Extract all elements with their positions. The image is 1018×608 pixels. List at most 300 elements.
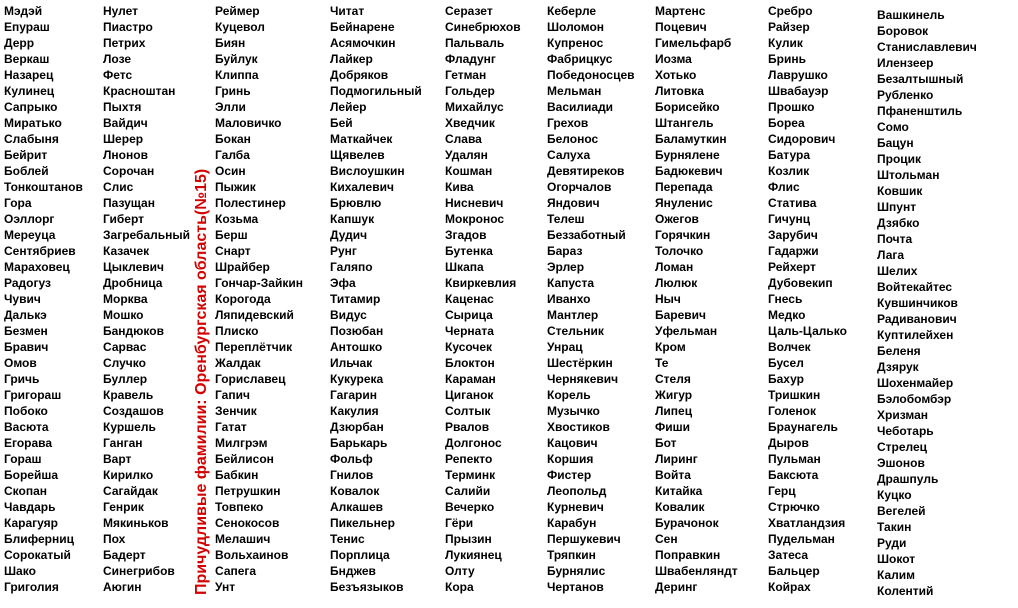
surname-item: Шерер xyxy=(103,132,144,146)
surname-item: Егорава xyxy=(4,436,53,450)
surname-item: Бальцер xyxy=(768,564,820,578)
surname-item: Лага xyxy=(877,248,905,262)
surname-item: Купренос xyxy=(547,36,604,50)
surname-item: Горячкин xyxy=(655,228,711,242)
surname-item: Дробница xyxy=(103,276,163,290)
surname-item: Порплица xyxy=(330,548,390,562)
surname-item: Милгрэм xyxy=(215,436,268,450)
surname-item: Сапрыко xyxy=(4,100,58,114)
surname-item: Бадерт xyxy=(103,548,146,562)
surname-item: Титамир xyxy=(330,292,381,306)
surname-item: Бутенка xyxy=(445,244,493,258)
surname-item: Красноштан xyxy=(103,84,176,98)
surname-column-8 xyxy=(768,3,847,595)
surname-item: Побоко xyxy=(4,404,48,418)
surname-item: Сапега xyxy=(215,564,257,578)
surname-item: Бусел xyxy=(768,356,804,370)
surname-item: Бацун xyxy=(877,136,914,150)
surname-item: Хризман xyxy=(877,408,929,422)
surname-item: Мякиньков xyxy=(103,516,169,530)
surname-item: Войтекайтес xyxy=(877,280,953,294)
surname-item: Зарубич xyxy=(768,228,818,242)
surname-item: Бейрит xyxy=(4,148,48,162)
surname-item: Ганган xyxy=(103,436,143,450)
surname-column-7 xyxy=(655,3,738,595)
surname-item: Сребро xyxy=(768,4,813,18)
surname-item: Сентябриев xyxy=(4,244,76,258)
surname-item: Чернякевич xyxy=(547,372,619,386)
surname-item: Антошко xyxy=(330,340,383,354)
surname-item: Жалдак xyxy=(215,356,261,370)
surname-item: Лнонов xyxy=(103,148,148,162)
surname-column-6 xyxy=(547,3,635,595)
surname-item: Сен xyxy=(655,532,678,546)
surname-item: Безъязыков xyxy=(330,580,404,594)
page-title: Причудливые фамилии: Оренбургская область(№15) xyxy=(193,168,210,595)
surname-item: Унт xyxy=(215,580,236,594)
surname-item: Мараховец xyxy=(4,260,70,274)
surname-item: Сорокатый xyxy=(4,548,71,562)
surname-item: Долгонос xyxy=(445,436,502,450)
surname-item: Вечерко xyxy=(445,500,495,514)
surname-item: Фольф xyxy=(330,452,373,466)
surname-item: Пикельнер xyxy=(330,516,395,530)
surname-item: Радиванович xyxy=(877,312,957,326)
surname-item: Борейша xyxy=(4,468,59,482)
surname-item: Дубовекип xyxy=(768,276,833,290)
surname-item: Илензеер xyxy=(877,56,934,70)
surname-item: Галба xyxy=(215,148,250,162)
surname-item: Почта xyxy=(877,232,913,246)
surname-item: Гёри xyxy=(445,516,474,530)
surname-item: Швабауэр xyxy=(768,84,829,98)
surname-item: Затеса xyxy=(768,548,809,562)
surname-item: Кирилко xyxy=(103,468,154,482)
surname-item: Мокронос xyxy=(445,212,505,226)
surname-column-3 xyxy=(215,3,303,595)
surname-item: Деринг xyxy=(655,580,698,594)
surname-item: Бейнарене xyxy=(330,20,395,34)
surname-item: Безмен xyxy=(4,324,48,338)
surname-item: Телеш xyxy=(547,212,585,226)
surname-item: Белонос xyxy=(547,132,599,146)
surname-item: Ковалик xyxy=(655,500,705,514)
surname-item: Бурнялене xyxy=(655,148,720,162)
surname-item: Драшпуль xyxy=(877,472,939,486)
surname-item: Веркаш xyxy=(4,52,50,66)
surname-item: Чеботарь xyxy=(877,424,934,438)
surname-item: Флис xyxy=(768,180,800,194)
surname-item: Борисейко xyxy=(655,100,720,114)
surname-item: Стрелец xyxy=(877,440,928,454)
surname-item: Кукурека xyxy=(330,372,384,386)
surname-item: Эрлер xyxy=(547,260,585,274)
surname-item: Бнджев xyxy=(330,564,376,578)
surname-item: Хвостиков xyxy=(547,420,610,434)
surname-item: Синебрюхов xyxy=(445,20,521,34)
surname-item: Корель xyxy=(547,388,591,402)
surname-item: Кошман xyxy=(445,164,493,178)
surname-item: Васюта xyxy=(4,420,49,434)
surname-item: Элли xyxy=(215,100,246,114)
surname-item: Караман xyxy=(445,372,496,386)
surname-item: Гагарин xyxy=(330,388,377,402)
surname-item: Бахур xyxy=(768,372,804,386)
surname-item: Позюбан xyxy=(330,324,384,338)
surname-item: Безалтышный xyxy=(877,72,964,86)
surname-item: Варт xyxy=(103,452,132,466)
surname-item: Рубленко xyxy=(877,88,934,102)
surname-item: Бандюков xyxy=(103,324,164,338)
surname-item: Руди xyxy=(877,536,907,550)
surname-item: Осин xyxy=(215,164,246,178)
surname-item: Куршель xyxy=(103,420,156,434)
surname-item: Батура xyxy=(768,148,810,162)
surname-item: Гричь xyxy=(4,372,40,386)
surname-item: Поправкин xyxy=(655,548,721,562)
surname-item: Стельник xyxy=(547,324,604,338)
surname-item: Хотько xyxy=(655,68,697,82)
surname-item: Пфаненштиль xyxy=(877,104,963,118)
surname-column-1 xyxy=(4,3,83,595)
surname-item: Бокан xyxy=(215,132,251,146)
surname-item: Процик xyxy=(877,152,922,166)
surname-item: Кулинец xyxy=(4,84,55,98)
surname-item: Эфа xyxy=(330,276,356,290)
surname-item: Лейер xyxy=(330,100,367,114)
surname-item: Пох xyxy=(103,532,126,546)
surname-column-2 xyxy=(103,3,190,595)
surname-item: Тришкин xyxy=(768,388,821,402)
surname-item: Эшонов xyxy=(877,456,925,470)
surname-item: Терминк xyxy=(445,468,496,482)
surname-item: Прошко xyxy=(768,100,815,114)
surname-item: Дзябко xyxy=(877,216,920,230)
surname-item: Товпеко xyxy=(215,500,264,514)
surname-item: Боблей xyxy=(4,164,49,178)
surname-item: Фистер xyxy=(547,468,592,482)
surname-item: Чертанов xyxy=(547,580,604,594)
surname-item: Мелашич xyxy=(215,532,271,546)
surname-item: Ковшик xyxy=(877,184,923,198)
surname-item: Дзюрбан xyxy=(330,420,384,434)
surname-item: Черната xyxy=(445,324,494,338)
surname-item: Пальваль xyxy=(445,36,505,50)
surname-item: Гиберт xyxy=(103,212,145,226)
surname-item: Хватландзия xyxy=(768,516,846,530)
surname-item: Литовка xyxy=(655,84,704,98)
surname-item: Маткайчек xyxy=(330,132,393,146)
surname-item: Шоломон xyxy=(547,20,605,34)
surname-item: Асямочкин xyxy=(330,36,396,50)
surname-item: Мельман xyxy=(547,84,602,98)
surname-item: Ломан xyxy=(655,260,694,274)
surname-item: Какулия xyxy=(330,404,379,418)
surname-item: Петрушкин xyxy=(215,484,281,498)
surname-item: Бабкин xyxy=(215,468,259,482)
surname-item: Клиппа xyxy=(215,68,259,82)
surname-item: Беленя xyxy=(877,344,921,358)
surname-item: Гораш xyxy=(4,452,42,466)
surname-item: Лайкер xyxy=(330,52,373,66)
surname-item: Берш xyxy=(215,228,248,242)
surname-item: Герц xyxy=(768,484,796,498)
surname-item: Сырица xyxy=(445,308,493,322)
surname-item: Бореа xyxy=(768,116,805,130)
surname-item: Удалян xyxy=(445,148,488,162)
surname-item: Омов xyxy=(4,356,37,370)
surname-item: Огорчалов xyxy=(547,180,612,194)
surname-item: Ильчак xyxy=(330,356,373,370)
surname-item: Далькэ xyxy=(4,308,47,322)
surname-item: Капуста xyxy=(547,276,594,290)
surname-item: Шпунт xyxy=(877,200,917,214)
surname-item: Галяпо xyxy=(330,260,373,274)
surname-item: Мэдэй xyxy=(4,4,43,18)
surname-item: Баксюта xyxy=(768,468,819,482)
surname-item: Мантлер xyxy=(547,308,599,322)
surname-item: Ковалок xyxy=(330,484,380,498)
surname-item: Лаврушко xyxy=(768,68,828,82)
surname-item: Боровок xyxy=(877,24,929,38)
surname-item: Китайка xyxy=(655,484,703,498)
surname-item: Циганок xyxy=(445,388,494,402)
surname-item: Григолия xyxy=(4,580,59,594)
surname-item: Поцевич xyxy=(655,20,707,34)
surname-item: Браунагель xyxy=(768,420,838,434)
surname-item: Фиши xyxy=(655,420,690,434)
surname-item: Вислоушкин xyxy=(330,164,405,178)
surname-item: Кулик xyxy=(768,36,803,50)
surname-item: Чувич xyxy=(4,292,41,306)
surname-item: Прызин xyxy=(445,532,492,546)
surname-item: Солтык xyxy=(445,404,491,418)
surname-item: Каценас xyxy=(445,292,494,306)
surname-item: Штангель xyxy=(655,116,714,130)
surname-item: Щявелев xyxy=(330,148,385,162)
surname-item: Грехов xyxy=(547,116,589,130)
surname-item: Бурнялис xyxy=(547,564,606,578)
surname-item: Першукевич xyxy=(547,532,621,546)
surname-item: Стеля xyxy=(655,372,691,386)
surname-item: Гольдер xyxy=(445,84,495,98)
surname-item: Козьма xyxy=(215,212,259,226)
surname-item: Перепада xyxy=(655,180,713,194)
surname-item: Шестёркин xyxy=(547,356,613,370)
surname-item: Те xyxy=(655,356,669,370)
surname-item: Пыжик xyxy=(215,180,256,194)
surname-item: Гимельфарб xyxy=(655,36,732,50)
surname-item: Бравич xyxy=(4,340,49,354)
surname-item: Кувшинчиков xyxy=(877,296,958,310)
surname-item: Шелих xyxy=(877,264,918,278)
surname-item: Пудельман xyxy=(768,532,835,546)
surname-item: Кора xyxy=(445,580,474,594)
surname-item: Лиринг xyxy=(655,452,698,466)
surname-item: Победоносцев xyxy=(547,68,635,82)
surname-item: Люлюк xyxy=(655,276,698,290)
surname-item: Станиславлевич xyxy=(877,40,977,54)
surname-item: Гадаржи xyxy=(768,244,819,258)
surname-item: Шако xyxy=(4,564,36,578)
surname-item: Карагуяр xyxy=(4,516,58,530)
surname-item: Цыклевич xyxy=(103,260,165,274)
surname-item: Швабенляндт xyxy=(655,564,738,578)
surname-item: Салийи xyxy=(445,484,491,498)
surname-item: Жигур xyxy=(655,388,693,402)
surname-item: Бейлисон xyxy=(215,452,274,466)
surname-item: Гапич xyxy=(215,388,250,402)
surname-item: Гора xyxy=(4,196,32,210)
surname-item: Куцко xyxy=(877,488,912,502)
surname-item: Иванхо xyxy=(547,292,591,306)
surname-item: Реймер xyxy=(215,4,260,18)
surname-item: Кром xyxy=(655,340,686,354)
surname-item: Волчек xyxy=(768,340,811,354)
surname-item: Хведчик xyxy=(445,116,495,130)
surname-item: Квиркевлия xyxy=(445,276,517,290)
surname-item: Фабрицкус xyxy=(547,52,613,66)
surname-item: Пульман xyxy=(768,452,821,466)
surname-item: Аюгин xyxy=(103,580,142,594)
surname-item: Вегелей xyxy=(877,504,926,518)
surname-item: Репекто xyxy=(445,452,493,466)
surname-item: Слава xyxy=(445,132,482,146)
surname-item: Миратько xyxy=(4,116,62,130)
surname-item: Шохенмайер xyxy=(877,376,954,390)
surname-column-9 xyxy=(877,7,977,599)
surname-item: Ныч xyxy=(655,292,681,306)
surname-item: Голенок xyxy=(768,404,816,418)
surname-item: Загребальный xyxy=(103,228,190,242)
surname-item: Медко xyxy=(768,308,806,322)
surname-item: Радогуз xyxy=(4,276,51,290)
surname-item: Буйлук xyxy=(215,52,258,66)
surname-item: Слабыня xyxy=(4,132,59,146)
surname-item: Войта xyxy=(655,468,691,482)
surname-item: Сагайдак xyxy=(103,484,158,498)
surname-item: Ожегов xyxy=(655,212,699,226)
surname-item: Липец xyxy=(655,404,693,418)
surname-item: Колентий xyxy=(877,584,934,598)
surname-item: Снарт xyxy=(215,244,251,258)
surname-item: Леопольд xyxy=(547,484,607,498)
surname-item: Стрючко xyxy=(768,500,820,514)
surname-item: Шокот xyxy=(877,552,916,566)
surname-item: Сарвас xyxy=(103,340,147,354)
surname-item: Бараз xyxy=(547,244,583,258)
surname-item: Гетман xyxy=(445,68,487,82)
surname-item: Фладунг xyxy=(445,52,496,66)
surname-item: Алкашев xyxy=(330,500,384,514)
surname-item: Зенчик xyxy=(215,404,257,418)
surname-item: Кива xyxy=(445,180,474,194)
surname-item: Бадюкевич xyxy=(655,164,723,178)
surname-item: Пазущан xyxy=(103,196,155,210)
surname-item: Баревич xyxy=(655,308,707,322)
surname-item: Корогода xyxy=(215,292,271,306)
surname-item: Коршия xyxy=(547,452,594,466)
surname-item: Капшук xyxy=(330,212,375,226)
surname-item: Серазет xyxy=(445,4,493,18)
surname-item: Подмогильный xyxy=(330,84,422,98)
surname-item: Плиско xyxy=(215,324,259,338)
surname-item: Вайдич xyxy=(103,116,148,130)
surname-item: Толочко xyxy=(655,244,704,258)
surname-item: Блоктон xyxy=(445,356,495,370)
surname-item: Добряков xyxy=(330,68,389,82)
surname-item: Салуха xyxy=(547,148,591,162)
surname-item: Такин xyxy=(877,520,912,534)
surname-item: Калим xyxy=(877,568,916,582)
surname-item: Биян xyxy=(215,36,246,50)
surname-item: Скопан xyxy=(4,484,48,498)
surname-column-4 xyxy=(330,3,422,595)
surname-column-5 xyxy=(445,3,521,595)
surname-item: Барькарь xyxy=(330,436,388,450)
surname-item: Создашов xyxy=(103,404,164,418)
surname-item: Буллер xyxy=(103,372,148,386)
surname-item: Михайлус xyxy=(445,100,504,114)
surname-item: Дзярук xyxy=(877,360,919,374)
surname-item: Синегрибов xyxy=(103,564,175,578)
surname-item: Случко xyxy=(103,356,146,370)
surname-item: Гориславец xyxy=(215,372,286,386)
surname-item: Вашкинель xyxy=(877,8,945,22)
surname-item: Курневич xyxy=(547,500,604,514)
surname-item: Козлик xyxy=(768,164,810,178)
surname-item: Статива xyxy=(768,196,817,210)
surname-item: Мошко xyxy=(103,308,144,322)
surname-item: Кусочек xyxy=(445,340,493,354)
surname-item: Фетс xyxy=(103,68,133,82)
surname-item: Райзер xyxy=(768,20,810,34)
surname-item: Петрих xyxy=(103,36,146,50)
surname-item: Януленис xyxy=(655,196,713,210)
surname-item: Куцевол xyxy=(215,20,265,34)
surname-item: Маловичко xyxy=(215,116,282,130)
surname-item: Лукиянец xyxy=(445,548,502,562)
surname-item: Дудич xyxy=(330,228,368,242)
surname-item: Лозе xyxy=(103,52,132,66)
surname-item: Сидорович xyxy=(768,132,836,146)
surname-item: Кацович xyxy=(547,436,598,450)
surname-item: Гнилов xyxy=(330,468,374,482)
surname-item: Пыхтя xyxy=(103,100,142,114)
surname-item: Генрик xyxy=(103,500,144,514)
surname-item: Пиастро xyxy=(103,20,153,34)
surname-item: Бэлобомбэр xyxy=(877,392,952,406)
surname-item: Рвалов xyxy=(445,420,490,434)
surname-item: Нисневич xyxy=(445,196,504,210)
surname-item: Штольман xyxy=(877,168,940,182)
surname-item: Назарец xyxy=(4,68,54,82)
surname-item: Бот xyxy=(655,436,677,450)
surname-item: Брювлю xyxy=(330,196,382,210)
surname-item: Тенис xyxy=(330,532,365,546)
surname-item: Гатат xyxy=(215,420,247,434)
surname-item: Яндович xyxy=(547,196,600,210)
surname-item: Гнесь xyxy=(768,292,803,306)
surname-item: Музычко xyxy=(547,404,600,418)
surname-item: Бурачонок xyxy=(655,516,719,530)
surname-item: Олту xyxy=(445,564,475,578)
surname-item: Переплётчик xyxy=(215,340,293,354)
surname-item: Чавдарь xyxy=(4,500,56,514)
surname-item: Бей xyxy=(330,116,353,130)
surname-item: Оэллорг xyxy=(4,212,55,226)
surname-item: Унрац xyxy=(547,340,583,354)
